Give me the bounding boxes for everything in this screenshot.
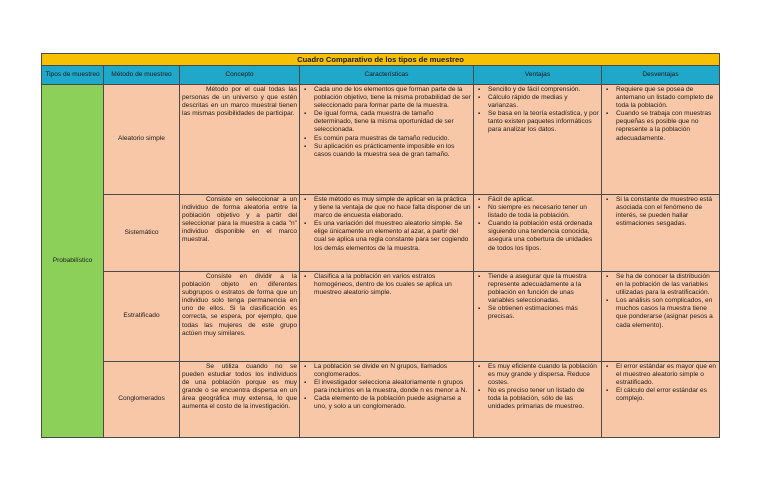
list-item: ▪ Cuando la población está ordenada siguiendo una tendencia conocida, asegura una cobertura de unidades de todos los tipos. — [476, 220, 599, 252]
list-item: ▪ La población se divide en N grupos, llamados conglomerados. — [302, 363, 471, 379]
tipo-probabilistico: Probabilístico — [42, 85, 104, 438]
concepto-cell — [180, 195, 300, 272]
list-item: ▪ Es una variación del muestreo aleatorio simple. Se elige únicamente un elemento al azar, a partir del cual se aplica una regla constante para ser cogiendo los demás elementos de la muestra. — [302, 220, 471, 252]
ventajas-cell — [474, 195, 602, 272]
list-item: ▪ Si la constante de muestreo está asociada con el fenómeno de interés, se pueden hallar estimaciones sesgadas. — [604, 196, 717, 228]
list-item: ▪ No siempre es necesario tener un listado de toda la población. — [476, 204, 599, 220]
list-item: ▪ Su aplicación es prácticamente imposible en los casos cuando la muestra sea de gran tamaño. — [302, 143, 471, 159]
header-concepto: Concepto — [180, 66, 300, 85]
caracteristicas-cell — [300, 272, 474, 362]
list-item: ▪ Este método es muy simple de aplicar en la práctica y tiene la ventaja de que no hace falta disponer de un marco de encuesta elaborado. — [302, 196, 471, 220]
list-item: ▪ Se ha de conocer la distribución en la población de las variables utilizadas para la estratificación. — [604, 273, 717, 297]
header-metodo: Método de muestreo — [104, 66, 180, 85]
header-tipos: Tipos de muestreo — [42, 66, 104, 85]
desventajas-cell — [602, 362, 720, 438]
metodo-cell: Conglomerados — [104, 362, 180, 438]
concepto-text: Método por el cual todas las personas de un universo y que estén descritas en un marco muestral tienen las mismas posibilidades de participar. — [182, 86, 297, 118]
list-item: ▪ Cuando se trabaja con muestras pequeñas es posible que no represente a la población adecuadamente. — [604, 110, 717, 142]
header-desventajas: Desventajas — [602, 66, 720, 85]
header-ventajas: Ventajas — [474, 66, 602, 85]
list-item: ▪ Se obtienen estimaciones más precisas. — [476, 305, 599, 321]
table-row — [42, 362, 720, 438]
list-item: ▪ El cálculo del error estándar es complejo. — [604, 387, 717, 403]
ventajas-cell — [474, 272, 602, 362]
caracteristicas-cell — [300, 195, 474, 272]
list-item: ▪ Se basa en la teoría estadística, y por tanto existen paquetes informáticos para analizar los datos. — [476, 110, 599, 134]
list-item: ▪ Los análisis son complicados, en muchos casos la muestra tiene que ponderarse (asignar pesos a cada elemento). — [604, 297, 717, 329]
concepto-text: Consiste en seleccionar a un individuo de forma aleatoria entre la población objetivo y a partir del seleccionar para la muestra a cada "n" individuo disponible en el marco muestral. — [182, 196, 297, 244]
concepto-cell — [180, 85, 300, 195]
concepto-cell — [180, 362, 300, 438]
list-item: ▪ Sencillo y de fácil comprensión. — [476, 86, 599, 94]
concepto-text: Consiste en dividir a la población objeto en diferentes subgrupos o estratos de forma que un individuo solo tenga permanencia en uno de ellos. Si la clasificación es correcta, se espera, por ejemplo, que todas las mujeres de este grupo actúen muy similares. — [182, 273, 297, 337]
table-title: Cuadro Comparativo de los tipos de muestreo — [42, 54, 720, 66]
table-row — [42, 195, 720, 272]
ventajas-cell — [474, 85, 602, 195]
list-item: ▪ Requiere que se posea de antemano un listado completo de toda la población. — [604, 86, 717, 110]
list-item: ▪ Cálculo rápido de medias y varianzas. — [476, 94, 599, 110]
list-item: ▪ De igual forma, cada muestra de tamaño determinado, tiene la misma oportunidad de ser seleccionada. — [302, 110, 471, 134]
list-item: ▪ El error estándar es mayor que en el muestreo aleatorio simple o estratificado. — [604, 363, 717, 387]
table-row — [42, 85, 720, 195]
concepto-text: Se utiliza cuando no se pueden estudiar todos los individuos de una población porque es muy grande o se encuentra dispersa en un área geográfica muy extensa, lo que aumenta el costo de la investigación. — [182, 363, 297, 411]
list-item: ▪ Clasifica a la población en varios estratos homogéneos, dentro de los cuales se aplica un muestreo aleatorio simple. — [302, 273, 471, 297]
list-item: ▪ Cada elemento de la población puede asignarse a uno, y solo a un conglomerado. — [302, 395, 471, 411]
header-row — [42, 66, 720, 85]
list-item: ▪ No es preciso tener un listado de toda la población, sólo de las unidades primarias de muestreo. — [476, 387, 599, 411]
desventajas-cell — [602, 85, 720, 195]
list-item: ▪ Es muy eficiente cuando la población es muy grande y dispersa. Reduce costes. — [476, 363, 599, 387]
desventajas-cell — [602, 272, 720, 362]
ventajas-cell — [474, 362, 602, 438]
list-item: ▪ El investigador selecciona aleatoriamente n grupos para incluirlos en la muestra, donde n es menor a N. — [302, 379, 471, 395]
metodo-cell: Aleatorio simple — [104, 85, 180, 195]
list-item: ▪ Fácil de aplicar. — [476, 196, 599, 204]
caracteristicas-cell — [300, 85, 474, 195]
list-item: ▪ Es común para muestras de tamaño reducido. — [302, 135, 471, 143]
list-item: ▪ Cada uno de los elementos que forman parte de la población objetivo, tiene la misma probabilidad de ser seleccionado para formar parte de la muestra. — [302, 86, 471, 110]
comparative-table — [41, 53, 720, 438]
desventajas-cell — [602, 195, 720, 272]
caracteristicas-cell — [300, 362, 474, 438]
metodo-cell: Estratificado — [104, 272, 180, 362]
list-item: ▪ Tiende a asegurar que la muestra represente adecuadamente a la población en función de unas variables seleccionadas. — [476, 273, 599, 305]
header-caracteristicas: Características — [300, 66, 474, 85]
table-row — [42, 272, 720, 362]
concepto-cell — [180, 272, 300, 362]
metodo-cell: Sistemático — [104, 195, 180, 272]
